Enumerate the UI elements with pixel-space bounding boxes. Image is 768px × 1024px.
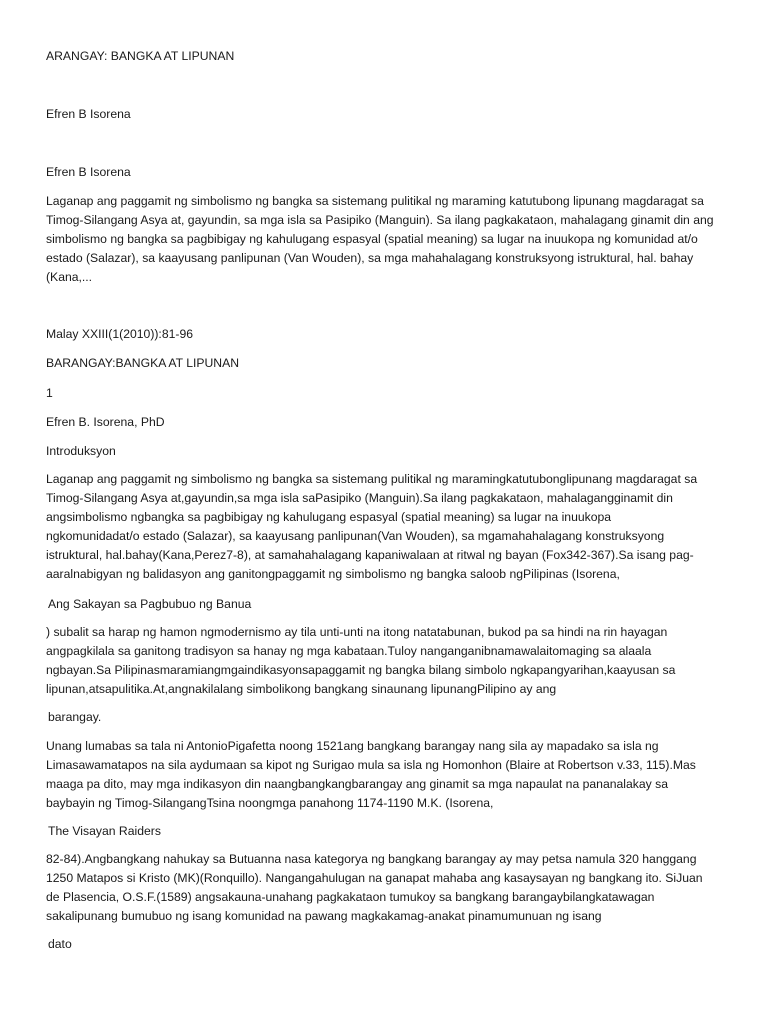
subheading: The Visayan Raiders	[48, 824, 161, 838]
text-line: maaga pa dito, may mga indikasyon din naangbangkangbarangay ang ginamit sa mga napaulat na pananalakay sa	[46, 777, 668, 791]
text-line: baybayin ng Timog-SilangangTsina noongmga panahong 1174-1190 M.K. (Isorena,	[46, 796, 494, 810]
abstract-paragraph	[46, 192, 728, 287]
text-line: (Kana,...	[46, 270, 93, 284]
text-line: Laganap ang paggamit ng simbolismo ng bangka sa sistemang pulitikal ng maraming katutubong lipunang magdaragat sa	[46, 194, 704, 208]
body-text: dato	[48, 937, 72, 951]
document-heading: ARANGAY: BANGKA AT LIPUNAN	[46, 49, 235, 63]
body-text: barangay.	[48, 710, 102, 724]
text-line: Unang lumabas sa tala ni AntonioPigafetta noong 1521ang bangkang barangay nang sila ay mapadako sa isla ng	[46, 739, 659, 753]
text-line: aaralnabigyan ng balidasyon ang ganitongpaggamit ng simbolismo ng bangka saloob ngPilipinas (Isorena,	[46, 567, 620, 581]
document-title: BARANGAY:BANGKA AT LIPUNAN	[46, 356, 240, 370]
body-paragraph	[46, 623, 728, 699]
author-name: Efren B Isorena	[46, 107, 131, 121]
text-line: angpagkilala sa ganitong tradisyon sa hanay ng mga kabataan.Tuloy nanganganibnamawalaitomaging sa alaala	[46, 644, 652, 658]
text-line: sakalipunang bumubuo ng isang komunidad na pawang magkakamag-anakat pinamumunuan ng isang	[46, 909, 602, 923]
page-number: 1	[46, 386, 53, 400]
section-heading: Introduksyon	[46, 444, 116, 458]
text-line: Timog-Silangang Asya at,gayundin,sa mga isla saPasipiko (Manguin).Sa ilang pagkakataon, mahalagangginamit din	[46, 491, 673, 505]
text-line: Laganap ang paggamit ng simbolismo ng bangka sa sistemang pulitikal ng maramingkatutubonglipunang magdaragat sa	[46, 472, 698, 486]
text-line: Limasawamatapos na sila aydumaan sa kipot ng Surigao mula sa isla ng Homonhon (Blaire at Robertson v.33, 115).Mas	[46, 758, 696, 772]
body-paragraph	[46, 737, 728, 813]
intro-paragraph	[46, 470, 728, 584]
author-name: Efren B Isorena	[46, 165, 131, 179]
text-line: Timog-Silangang Asya at, gayundin, sa mga isla sa Pasipiko (Manguin). Sa ilang pagkakataon, mahalagang ginamit din ang	[46, 213, 714, 227]
author-full-name: Efren B. Isorena, PhD	[46, 415, 165, 429]
journal-citation: Malay XXIII(1(2010)):81-96	[46, 327, 193, 341]
text-line: ngkomunidadat/o estado (Salazar), sa kaayusang panlipunan(Van Wouden), sa mgamahahalagang konstruksyong	[46, 529, 665, 543]
text-line: angsimbolismo ngbangka sa pagbibigay ng kahulugang espasyal (spatial meaning) sa lugar na inuukopa	[46, 510, 612, 524]
text-line: 82-84).Angbangkang nahukay sa Butuanna nasa kategorya ng bangkang barangay ay may petsa namula 320 hanggang	[46, 852, 697, 866]
text-line: estado (Salazar), sa kaayusang panlipunan (Van Wouden), sa mga mahahalagang konstruksyong istruktural, hal. bahay	[46, 251, 694, 265]
text-line: lipunan,atsapulitika.At,angnakilalang simbolikong bangkang sinaunang lipunangPilipino ay ang	[46, 682, 557, 696]
subheading: Ang Sakayan sa Pagbubuo ng Banua	[48, 597, 252, 611]
text-line: de Plasencia, O.S.F.(1589) angsakauna-unahang pagkakataon tumukoy sa bangkang barangaybilangkatawagan	[46, 890, 655, 904]
text-line: ) subalit sa harap ng hamon ngmodernismo ay tila unti-unti na itong natatabunan, bukod pa sa hindi na rin hayagan	[46, 625, 668, 639]
text-line: istruktural, hal.bahay(Kana,Perez7-8), at samahahalagang kapaniwalaan at ritwal ng bayan (Fox342-367).Sa isang pag-	[46, 548, 694, 562]
text-line: ngbayan.Sa Pilipinasmaramiangmgaindikasyonsapaggamit ng bangka bilang simbolo ngkapangyarihan,kaayusan sa	[46, 663, 676, 677]
text-line: 1250 Matapos si Kristo (MK)(Ronquillo). Nangangahulugan na ganapat mahaba ang kasaysayan ng bangkang ito. SiJuan	[46, 871, 703, 885]
text-line: simbolismo ng bangka sa pagbibigay ng kahulugang espasyal (spatial meaning) sa lugar na inuukopa ng komunidad at/o	[46, 232, 698, 246]
body-paragraph	[46, 850, 728, 926]
